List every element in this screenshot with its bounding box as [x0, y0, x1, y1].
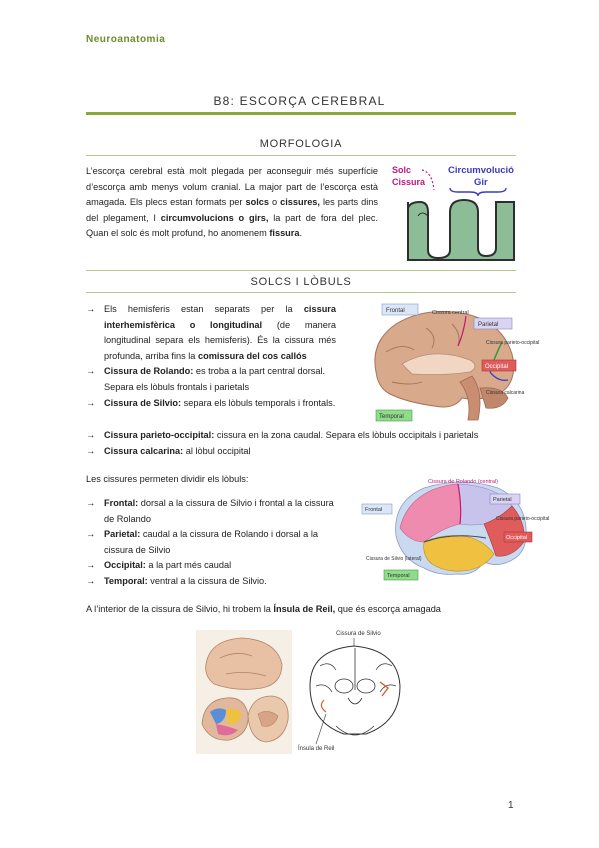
- lobes-list: [86, 496, 344, 590]
- term: Cissura de Rolando:: [104, 366, 194, 377]
- section-rule-top-solcs: [86, 270, 516, 271]
- label-cissura-silvio: Cissura de Silvio: [336, 631, 381, 637]
- term: Cissura de Silvio:: [104, 397, 182, 408]
- list-item: [86, 396, 336, 412]
- insula-paragraph: [86, 602, 526, 618]
- section-rule-solcs: [86, 292, 516, 293]
- label-cissura-central: Cissura central: [432, 310, 469, 316]
- arrow-icon: →: [86, 366, 96, 377]
- label-temporal: Temporal: [379, 414, 404, 420]
- label-occipital: Occipital: [506, 535, 528, 541]
- arrow-icon: →: [86, 304, 96, 314]
- label-parietal: Parietal: [493, 497, 512, 503]
- text-run: (de manera longitudinal separa els hemisferis). És la cissura més profunda, arriba fins la: [104, 319, 336, 361]
- list-item: [86, 496, 344, 527]
- sagittal-brain-figure: [362, 302, 540, 426]
- term: cissura interhemisfèrica o longitudinal: [104, 304, 336, 330]
- term: Occipital:: [104, 560, 146, 571]
- fold-gray-matter: [408, 200, 514, 260]
- list-item: [86, 302, 336, 364]
- term: comissura del cos callós: [197, 350, 307, 361]
- arrow-icon: →: [86, 445, 96, 456]
- gir-brace: [450, 188, 506, 196]
- text-run: separa els lòbuls temporals i frontals.: [181, 397, 336, 408]
- arrow-icon: →: [86, 575, 96, 586]
- label-rolando: Cissura de Rolando (central): [428, 479, 499, 485]
- text-run: al lòbul occipital: [183, 445, 251, 456]
- arrow-icon: →: [86, 560, 96, 571]
- text-run: caudal a la cissura de Rolando i dorsal a la cissura de Silvio: [104, 529, 318, 555]
- list-item: [86, 574, 344, 590]
- label-temporal: Temporal: [387, 573, 410, 579]
- insula-illustration: [196, 630, 292, 754]
- term: Cissura calcarina:: [104, 445, 184, 456]
- term-insula: Ínsula de Reil,: [273, 604, 336, 614]
- title-underline: [86, 112, 516, 115]
- arrow-icon: →: [86, 529, 96, 540]
- arrow-icon: →: [86, 430, 96, 440]
- list-item: [86, 364, 336, 395]
- morfologia-paragraph: [86, 164, 378, 242]
- label-cissura-parieto: Cissura parieto-occipital: [486, 340, 540, 346]
- term-solcs: solcs: [245, 197, 269, 208]
- section-title-morfologia: MORFOLOGIA: [259, 138, 343, 150]
- coronal-section-figure: [296, 626, 416, 754]
- label-cissura: Cissura: [392, 177, 426, 187]
- cissures-list: [86, 302, 336, 411]
- term-cissures: cissures,: [280, 197, 320, 208]
- text-run: que és escorça amagada: [335, 604, 441, 614]
- label-gir: Gir: [474, 177, 488, 188]
- cortex-fold-diagram: [388, 160, 518, 260]
- label-circumvolucio: Circumvolució: [448, 165, 514, 176]
- list-item: [86, 444, 516, 460]
- list-item: [86, 527, 344, 558]
- term-circumvolucions: circumvolucions o girs,: [160, 212, 269, 223]
- label-solc: Solc: [392, 165, 412, 175]
- list-item: [86, 558, 344, 574]
- lobes-intro: Les cissures permeten dividir els lòbuls:: [86, 474, 249, 484]
- document-header: Neuroanatomia: [86, 34, 166, 45]
- term: Temporal:: [104, 575, 148, 586]
- section-rule-morfologia: [86, 155, 516, 156]
- label-occipital: Occipital: [485, 364, 509, 370]
- list-item: [86, 428, 516, 444]
- term-fissura: fissura: [269, 228, 300, 239]
- text-run: .: [299, 228, 303, 239]
- term: Frontal:: [104, 498, 139, 508]
- text-run: ventral a la cissura de Silvio.: [147, 575, 267, 586]
- term: Parietal:: [104, 529, 141, 540]
- text-run: L’escorça cerebral està molt plegada per aconseguir més superfície d’escorça amb menys volum cranial. La major part de l’escorça està amagada. Els plecs estan formats per: [86, 166, 378, 208]
- text-run: o: [269, 197, 281, 208]
- page-number: 1: [508, 800, 514, 811]
- label-frontal: Frontal: [386, 308, 405, 314]
- text-run: les parts dins del plegament, I: [86, 197, 379, 223]
- label-silvio: Cissura de Silvio (lateral): [366, 556, 422, 562]
- text-run: Els hemisferis estan separats per la: [104, 304, 304, 314]
- arrow-icon: →: [86, 397, 96, 408]
- cissures-list-cont: [86, 428, 516, 459]
- label-frontal: Frontal: [365, 507, 383, 513]
- page-title: B8: ESCORÇA CEREBRAL: [213, 94, 386, 108]
- label-cissura-calcarina: Cissura calcarina: [486, 390, 525, 396]
- text-run: a la part més caudal: [145, 560, 232, 571]
- label-parietal: Parietal: [478, 322, 499, 328]
- text-run: la part de fora del plec. Quan el solc és molt profund, ho anomenem: [86, 212, 378, 239]
- arrow-icon: →: [86, 498, 96, 508]
- text-run: cissura en la zona caudal. Separa els lòbuls occipitals i parietals: [214, 430, 479, 440]
- section-title-solcs: SOLCS I LÒBULS: [250, 276, 352, 288]
- lateral-brain-figure: [362, 476, 550, 588]
- text-run: A l’interior de la cissura de Silvio, hi trobem la: [86, 604, 274, 614]
- term: Cissura parieto-occipital:: [104, 430, 215, 440]
- text-run: dorsal a la cissura de Silvio i frontal a la cissura de Rolando: [104, 498, 334, 524]
- text-run: es troba a la part central dorsal. Separa els lòbuls frontals i parietals: [104, 366, 326, 392]
- label-insula-reil: Ínsula de Reil: [298, 746, 335, 752]
- label-cissura-parieto: Cissura parieto-occipital: [496, 516, 550, 522]
